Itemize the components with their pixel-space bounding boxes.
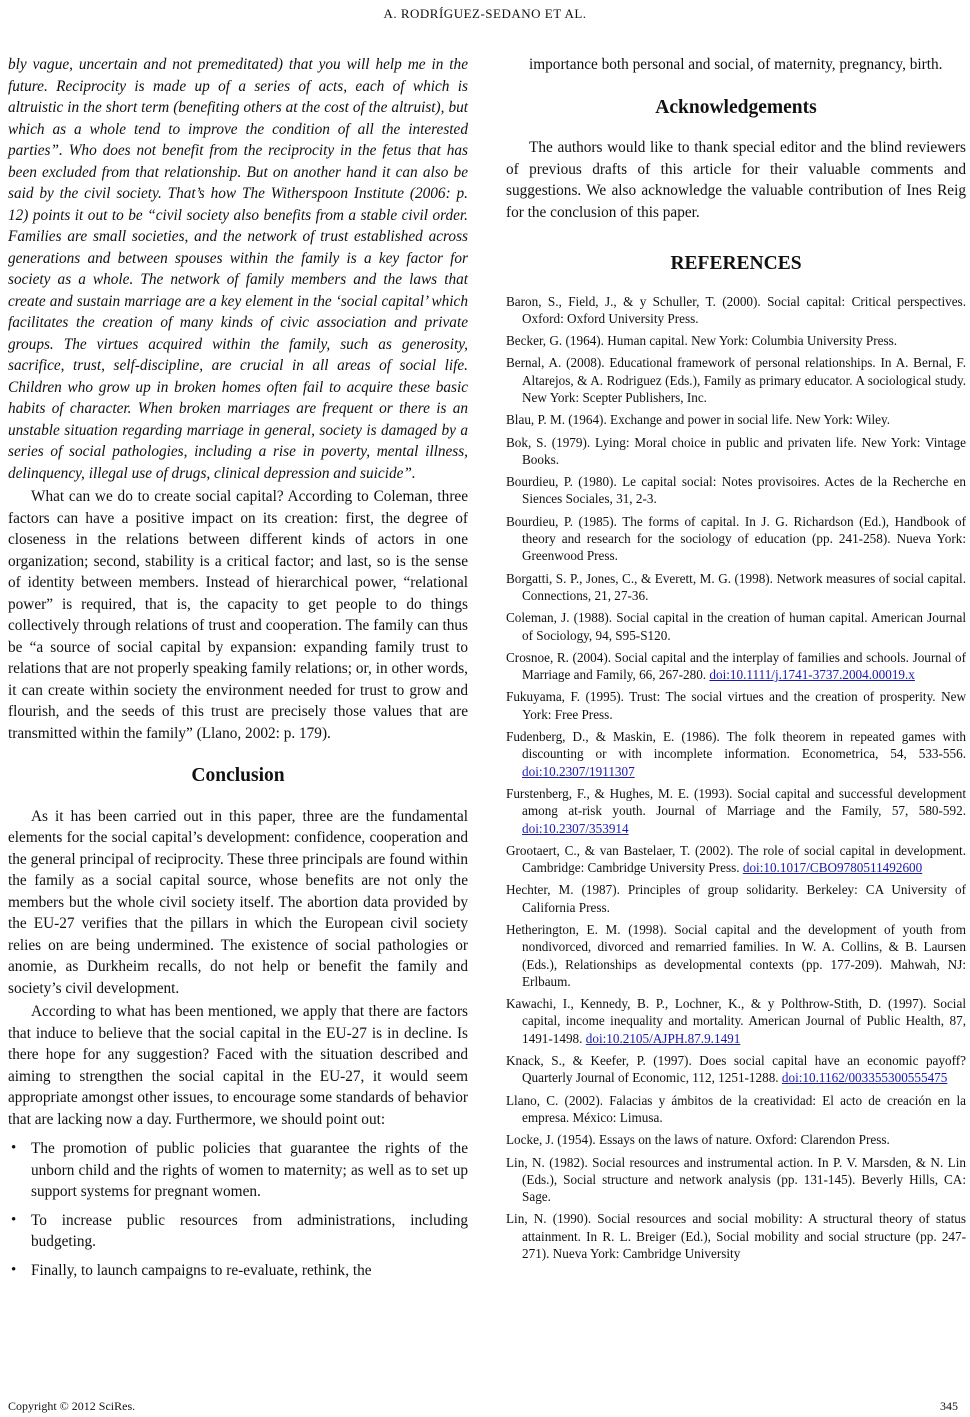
recommendation-list bbox=[8, 1138, 468, 1281]
acknowledgements-heading: Acknowledgements bbox=[655, 96, 817, 118]
reference-entry bbox=[506, 921, 966, 990]
conclusion-heading: Conclusion bbox=[191, 765, 285, 786]
reference-entry bbox=[506, 688, 966, 723]
page-number: 345 bbox=[940, 1399, 958, 1413]
doi-link[interactable]: doi:10.1017/CBO9780511492600 bbox=[742, 860, 923, 876]
list-item-continuation: importance both personal and social, of maternity, pregnancy, birth. bbox=[529, 56, 943, 73]
reference-text: Grootaert, C., & van Bastelaer, T. (2002). The role of social capital in development. Cambridge: Cambridge University Press. bbox=[506, 842, 966, 876]
reference-entry bbox=[506, 728, 966, 780]
reference-entry bbox=[506, 570, 966, 605]
reference-text: Crosnoe, R. (2004). Social capital and the interplay of families and schools. Journal of Marriage and Family, 66, 267-280. bbox=[506, 649, 966, 683]
reference-text: Baron, S., Field, J., & y Schuller, T. (2000). Social capital: Critical perspectives. Oxford: Oxford University Press. bbox=[506, 293, 966, 326]
doi-link[interactable]: doi:10.1111/j.1741-3737.2004.00019.x bbox=[709, 667, 915, 683]
reference-text: Bok, S. (1979). Lying: Moral choice in public and privaten life. New York: Vintage Books. bbox=[506, 434, 966, 467]
reference-text: Becker, G. (1964). Human capital. New York: Columbia University Press. bbox=[506, 333, 898, 349]
left-column bbox=[8, 54, 468, 1288]
body-paragraph: According to what has been mentioned, we apply that there are factors that induce to believe that the social capital in the EU-27 is in decline. Is there hope for any suggestion? Faced with the situation described and aiming to strengthen the social capital in the EU-27, it would seem appropriate amongst other issues, to encourage some standards of behavior that are lacking now a day. Furthermore, we should point out: bbox=[8, 1003, 468, 1128]
list-item: • To increase public resources from administrations, including budgeting. bbox=[8, 1210, 468, 1253]
right-column bbox=[506, 54, 966, 1267]
reference-entry bbox=[506, 785, 966, 837]
reference-entry bbox=[506, 1092, 966, 1127]
reference-entry bbox=[506, 293, 966, 328]
reference-entry bbox=[506, 649, 966, 684]
reference-entry bbox=[506, 411, 966, 428]
list-item: • Finally, to launch campaigns to re-evaluate, rethink, the bbox=[8, 1260, 468, 1282]
reference-text: Llano, C. (2002). Falacias y ámbitos de la creatividad: El acto de creación en la empresa. México: Limusa. bbox=[506, 1092, 966, 1125]
reference-entry bbox=[506, 1052, 966, 1087]
reference-entry bbox=[506, 513, 966, 565]
acknowledgements-text: The authors would like to thank special editor and the blind reviewers of previous drafts of this article for their valuable comments and suggestions. We also acknowledge the valuable contribution of Ines Reig for the conclusion of this paper. bbox=[506, 139, 966, 221]
reference-text: Bourdieu, P. (1980). Le capital social: Notes provisoires. Actes de la Recherche en Siences Sociales, 31, 2-3. bbox=[506, 474, 966, 507]
reference-text: Fudenberg, D., & Maskin, E. (1986). The folk theorem in repeated games with discounting or with incomplete information. Econometrica, 54, 533-556. bbox=[506, 729, 966, 762]
reference-text: Blau, P. M. (1964). Exchange and power in social life. New York: Wiley. bbox=[506, 412, 891, 428]
reference-entry bbox=[506, 354, 966, 406]
reference-entry bbox=[506, 1154, 966, 1206]
reference-text: Fukuyama, F. (1995). Trust: The social virtues and the creation of prosperity. New York: Free Press. bbox=[506, 689, 966, 722]
reference-text: Locke, J. (1954). Essays on the laws of nature. Oxford: Clarendon Press. bbox=[506, 1132, 890, 1148]
reference-text: Furstenberg, F., & Hughes, M. E. (1993). Social capital and successful development among at-risk youth. Journal of Marriage and the Family, 57, 580-592. bbox=[506, 785, 966, 819]
doi-link[interactable]: doi:10.2307/1911307 bbox=[522, 763, 635, 779]
references-list bbox=[506, 293, 966, 1263]
reference-text: Hetherington, E. M. (1998). Social capital and the development of youth from nondivorced, divorced and remarried families. In W. A. Collins, & B. Laursen (Eds.), Relationships as developmental contexts (pp. 177-209). Mahwah, NJ: Erlbaum. bbox=[506, 922, 966, 989]
body-paragraph: What can we do to create social capital? According to Coleman, three factors can have a positive impact on its creation: first, the degree of closeness in the relations between different kinds of actors in one organization; second, stability is a critical factor; and last, so is the sense of identity between members. Instead of hierarchical power, “relational power” is required, that is, the capacity to get people to do things collectively through relations of trust and cooperation. The family can thus be “a source of social capital by expansion: expanding family trust to relations that are not properly speaking family relations; or, in other words, it can create within society the environment needed for trust to grow and flourish, and the seeds of this trust are precisely those values that are transmitted within the family” (Llano, 2002: p. 179). bbox=[8, 488, 468, 742]
doi-link[interactable]: doi:10.2307/353914 bbox=[522, 820, 629, 836]
doi-link[interactable]: doi:10.1162/003355300555475 bbox=[781, 1070, 948, 1086]
reference-text: Lin, N. (1982). Social resources and instrumental action. In P. V. Marsden, & N. Lin (Eds.), Social structure and network analysis (pp. 131-145). Beverly Hills, CA: Sage. bbox=[506, 1154, 966, 1205]
reference-entry bbox=[506, 434, 966, 469]
reference-text: Bourdieu, P. (1985). The forms of capital. In J. G. Richardson (Ed.), Handbook of theory and research for the sociology of education (pp. 241-258). Nueva York: Greenwood Press. bbox=[506, 513, 966, 564]
body-paragraph: As it has been carried out in this paper, three are the fundamental elements for the social capital’s development: confidence, cooperation and the general principal of reciprocity. These three principals are found within the family as a social capital source, whose benefits are not only the members but the whole civil society itself. The abortion data provided by the EU-27 verifies that the pillars in which the European civil society relies on are being undermined. The existence of social pathologies or anomie, as Durkheim recalls, do not help or benefit the family and society’s civil development. bbox=[8, 807, 468, 997]
reference-text: Kawachi, I., Kennedy, B. P., Lochner, K., & y Polthrow-Stith, D. (1997). Social capital, income inequality and mortality. American Journal of Public Health, 87, 1491-1498. bbox=[506, 996, 966, 1046]
reference-entry bbox=[506, 842, 966, 877]
reference-text: Borgatti, S. P., Jones, C., & Everett, M. G. (1998). Network measures of social capital. Connections, 21, 27-36. bbox=[506, 570, 966, 603]
reference-entry bbox=[506, 1131, 966, 1148]
reference-entry bbox=[506, 995, 966, 1047]
reference-entry bbox=[506, 473, 966, 508]
reference-entry bbox=[506, 332, 966, 349]
running-head: A. RODRÍGUEZ-SEDANO ET AL. bbox=[383, 6, 587, 21]
reference-text: Lin, N. (1990). Social resources and social mobility: A structural theory of status attainment. In R. L. Breiger (Ed.), Social mobility and social structure (pp. 247-271). Nueva York: Cambridge University bbox=[506, 1211, 966, 1262]
copyright-footer: Copyright © 2012 SciRes. bbox=[8, 1399, 136, 1413]
reference-text: Coleman, J. (1988). Social capital in the creation of human capital. American Journal of Sociology, 94, S95-S120. bbox=[506, 610, 966, 643]
reference-text: Hechter, M. (1987). Principles of group solidarity. Berkeley: CA University of California Press. bbox=[506, 882, 966, 915]
doi-link[interactable]: doi:10.2105/AJPH.87.9.1491 bbox=[585, 1030, 741, 1046]
reference-entry bbox=[506, 881, 966, 916]
list-item: • The promotion of public policies that guarantee the rights of the unborn child and the rights of women to maternity; as well as to set up support systems for pregnant women. bbox=[8, 1138, 468, 1203]
body-paragraph: bly vague, uncertain and not premeditated) that you will help me in the future. Reciprocity is made up of a series of acts, each of which is altruistic in the short term (benefiting others at the cost of the altruist), but which as a whole tend to improve the condition of all the interested parties”. Who does not benefit from the reciprocity in the fetus that has been excluded from that relationship. But on another hand it can also be said by the civil society. That’s how The Witherspoon Institute (2006: p. 12) points it out to be “civil society also benefits from a stable civil order. Families are small societies, and the network of trust established across generations and between spouses within the family is a key factor for society as a whole. The network of family members and the laws that create and sustain marriage are a key element in the ‘social capital’ which facilitates the creation of many kinds of civic association and private groups. The virtues acquired within the family, such as generosity, sacrifice, trust, self-discipline, are crucial in all areas of social life. Children who grow up in broken homes often fail to acquire these basic habits of character. When broken marriages are frequent or there is an unstable situation regarding marriage in general, society is damaged by a series of social pathologies, including a rise in poverty, mental illness, delinquency, illegal use of drugs, clinical depression and suicide”. bbox=[8, 56, 468, 482]
reference-text: Knack, S., & Keefer, P. (1997). Does social capital have an economic payoff? Quarterly Journal of Economic, 112, 1251-1288. bbox=[506, 1053, 966, 1086]
reference-entry bbox=[506, 1210, 966, 1262]
reference-text: Bernal, A. (2008). Educational framework of personal relationships. In A. Bernal, F. Altarejos, & A. Rodriguez (Eds.), Family as primary educator. A sociological study. New York: Scepter Publishers, Inc. bbox=[506, 355, 966, 405]
references-heading: REFERENCES bbox=[670, 253, 802, 274]
reference-entry bbox=[506, 609, 966, 644]
